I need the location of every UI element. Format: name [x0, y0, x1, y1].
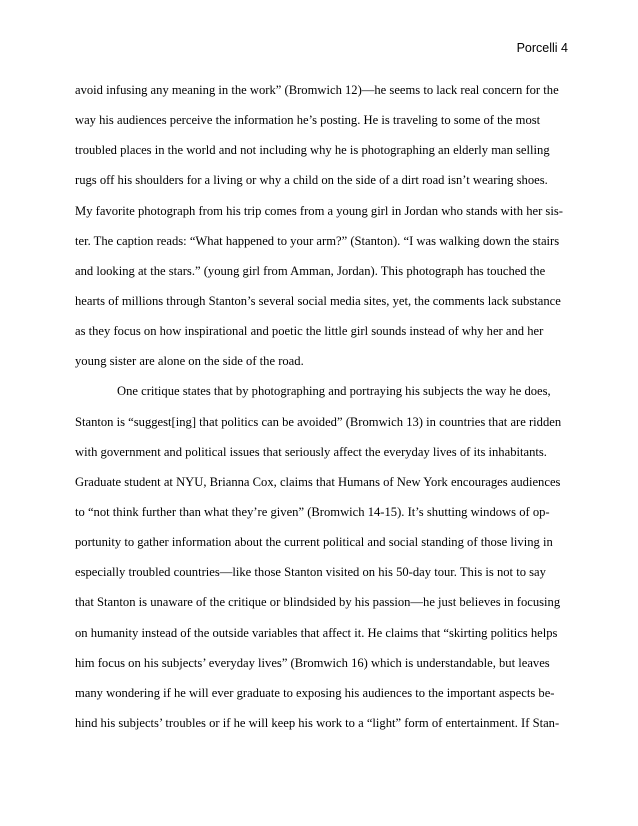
text-line: My favorite photograph from his trip comes from a young girl in Jordan who stands with her sis- — [75, 203, 563, 218]
text-line: to “not think further than what they’re given” (Bromwich 14-15). It’s shutting windows of op- — [75, 504, 550, 519]
body-text — [75, 75, 565, 738]
text-line: troubled places in the world and not including why he is photographing an elderly man selling — [75, 143, 550, 158]
text-line: that Stanton is unaware of the critique or blindsided by his passion—he just believes in focusing — [75, 595, 561, 610]
text-line: him focus on his subjects’ everyday lives” (Bromwich 16) which is understandable, but leaves — [75, 655, 550, 670]
text-line: many wondering if he will ever graduate to exposing his audiences to the important aspects be- — [75, 685, 555, 700]
text-line: hearts of millions through Stanton’s several social media sites, yet, the comments lack substance — [75, 293, 561, 308]
text-line: way his audiences perceive the information he’s posting. He is traveling to some of the most — [75, 113, 541, 128]
text-line: hind his subjects’ troubles or if he will keep his work to a “light” form of entertainment. If Stan- — [75, 715, 560, 730]
text-line: especially troubled countries—like those Stanton visited on his 50-day tour. This is not to say — [75, 565, 546, 580]
text-line: with government and political issues that seriously affect the everyday lives of its inhabitants. — [75, 444, 547, 459]
text-line: ter. The caption reads: “What happened to your arm?” (Stanton). “I was walking down the stairs — [75, 233, 560, 248]
page-header: Porcelli 4 — [516, 41, 568, 55]
text-line: rugs off his shoulders for a living or why a child on the side of a dirt road isn’t wearing shoes. — [75, 173, 548, 188]
text-line: avoid infusing any meaning in the work” (Bromwich 12)—he seems to lack real concern for the — [75, 83, 559, 97]
text-line: Graduate student at NYU, Brianna Cox, claims that Humans of New York encourages audiences — [75, 474, 561, 489]
text-line: on humanity instead of the outside variables that affect it. He claims that “skirting politics helps — [75, 625, 558, 640]
text-line: young sister are alone on the side of the road. — [75, 354, 304, 369]
text-line: Stanton is “suggest[ing] that politics can be avoided” (Bromwich 13) in countries that are ridden — [75, 414, 562, 429]
text-line: portunity to gather information about the current political and social standing of those living in — [75, 535, 553, 550]
paragraph-first-line: One critique states that by photographing and portraying his subjects the way he does, — [117, 384, 551, 399]
text-line: and looking at the stars.” (young girl from Amman, Jordan). This photograph has touched the — [75, 263, 546, 278]
text-line: as they focus on how inspirational and poetic the little girl sounds instead of why her and her — [75, 324, 544, 339]
